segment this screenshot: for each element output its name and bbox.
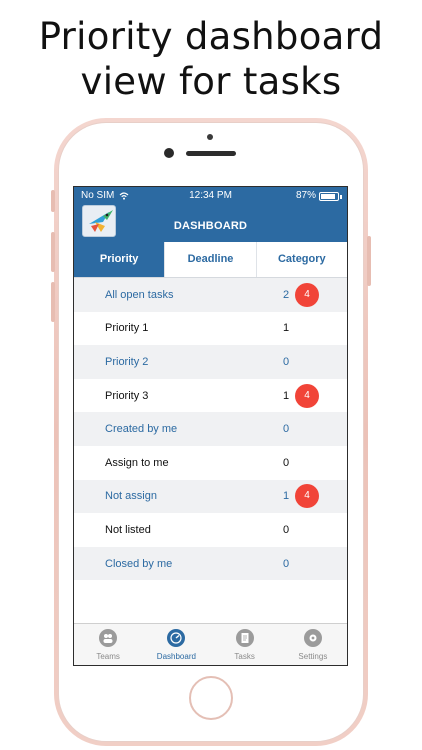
headline-line-1: Priority dashboard bbox=[38, 15, 384, 58]
list-item-count: 0 bbox=[282, 355, 290, 368]
list-item-label: Priority 3 bbox=[105, 389, 149, 402]
tabbar-label-teams: Teams bbox=[96, 652, 120, 661]
app-screen bbox=[73, 186, 348, 666]
list-item-label: Not assign bbox=[105, 490, 157, 503]
list-item[interactable] bbox=[74, 480, 347, 514]
nav-bar bbox=[74, 187, 347, 242]
list-item-count: 0 bbox=[282, 423, 290, 436]
power-button bbox=[367, 236, 371, 286]
tab-deadline[interactable]: Deadline bbox=[164, 242, 255, 277]
headline-line-2: view for tasks bbox=[80, 60, 342, 103]
list-item-label: All open tasks bbox=[105, 288, 174, 301]
list-item-label: Priority 1 bbox=[105, 322, 149, 335]
tab-priority[interactable]: Priority bbox=[74, 242, 164, 277]
tabbar-item-dashboard[interactable] bbox=[142, 624, 210, 665]
earpiece-speaker bbox=[186, 151, 236, 156]
count-badge: 4 bbox=[295, 283, 319, 307]
list-item-count: 1 bbox=[282, 490, 290, 503]
volume-up-button bbox=[51, 232, 55, 272]
list-item-label: Not listed bbox=[105, 523, 151, 536]
front-camera bbox=[164, 148, 174, 158]
list-item[interactable] bbox=[74, 446, 347, 480]
status-bar bbox=[74, 190, 347, 204]
task-filter-list bbox=[74, 278, 347, 580]
list-item-count: 0 bbox=[282, 456, 290, 469]
list-item[interactable] bbox=[74, 312, 347, 346]
list-item-label: Assign to me bbox=[105, 456, 169, 469]
dashboard-icon bbox=[167, 629, 185, 647]
tasks-icon bbox=[236, 629, 254, 647]
clock: 12:34 PM bbox=[189, 190, 232, 201]
settings-icon bbox=[304, 629, 322, 647]
count-badge: 4 bbox=[295, 484, 319, 508]
list-item-label: Created by me bbox=[105, 423, 178, 436]
teams-icon bbox=[99, 629, 117, 647]
count-badge: 4 bbox=[295, 384, 319, 408]
list-item[interactable] bbox=[74, 513, 347, 547]
battery-fill bbox=[321, 194, 335, 199]
battery-nub bbox=[340, 195, 342, 199]
list-item[interactable] bbox=[74, 547, 347, 581]
list-item-count: 1 bbox=[282, 322, 290, 335]
mute-switch bbox=[51, 190, 55, 212]
list-item[interactable] bbox=[74, 345, 347, 379]
list-item-count: 2 bbox=[282, 288, 290, 301]
marketing-headline bbox=[0, 14, 422, 104]
bottom-tab-bar bbox=[74, 623, 347, 665]
segment-tabs bbox=[74, 242, 347, 278]
list-item-count: 1 bbox=[282, 389, 290, 402]
volume-down-button bbox=[51, 282, 55, 322]
tabbar-label-settings: Settings bbox=[298, 652, 328, 661]
list-item-count: 0 bbox=[282, 557, 290, 570]
tabbar-label-tasks: Tasks bbox=[234, 652, 255, 661]
tabbar-item-settings[interactable] bbox=[279, 624, 347, 665]
list-item-label: Priority 2 bbox=[105, 355, 149, 368]
nav-title: DASHBOARD bbox=[173, 220, 248, 232]
carrier-label: No SIM bbox=[81, 190, 115, 201]
battery-percent: 87% bbox=[295, 190, 316, 201]
home-button[interactable] bbox=[189, 676, 233, 720]
battery-icon bbox=[319, 192, 339, 201]
tabbar-item-teams[interactable] bbox=[74, 624, 142, 665]
list-item-count: 0 bbox=[282, 523, 290, 536]
list-item-label: Closed by me bbox=[105, 557, 173, 570]
list-item[interactable] bbox=[74, 379, 347, 413]
list-item[interactable] bbox=[74, 412, 347, 446]
list-item[interactable] bbox=[74, 278, 347, 312]
tabbar-item-tasks[interactable] bbox=[211, 624, 279, 665]
proximity-sensor bbox=[207, 134, 213, 140]
tabbar-label-dashboard: Dashboard bbox=[156, 652, 196, 661]
tab-category[interactable]: Category bbox=[256, 242, 347, 277]
